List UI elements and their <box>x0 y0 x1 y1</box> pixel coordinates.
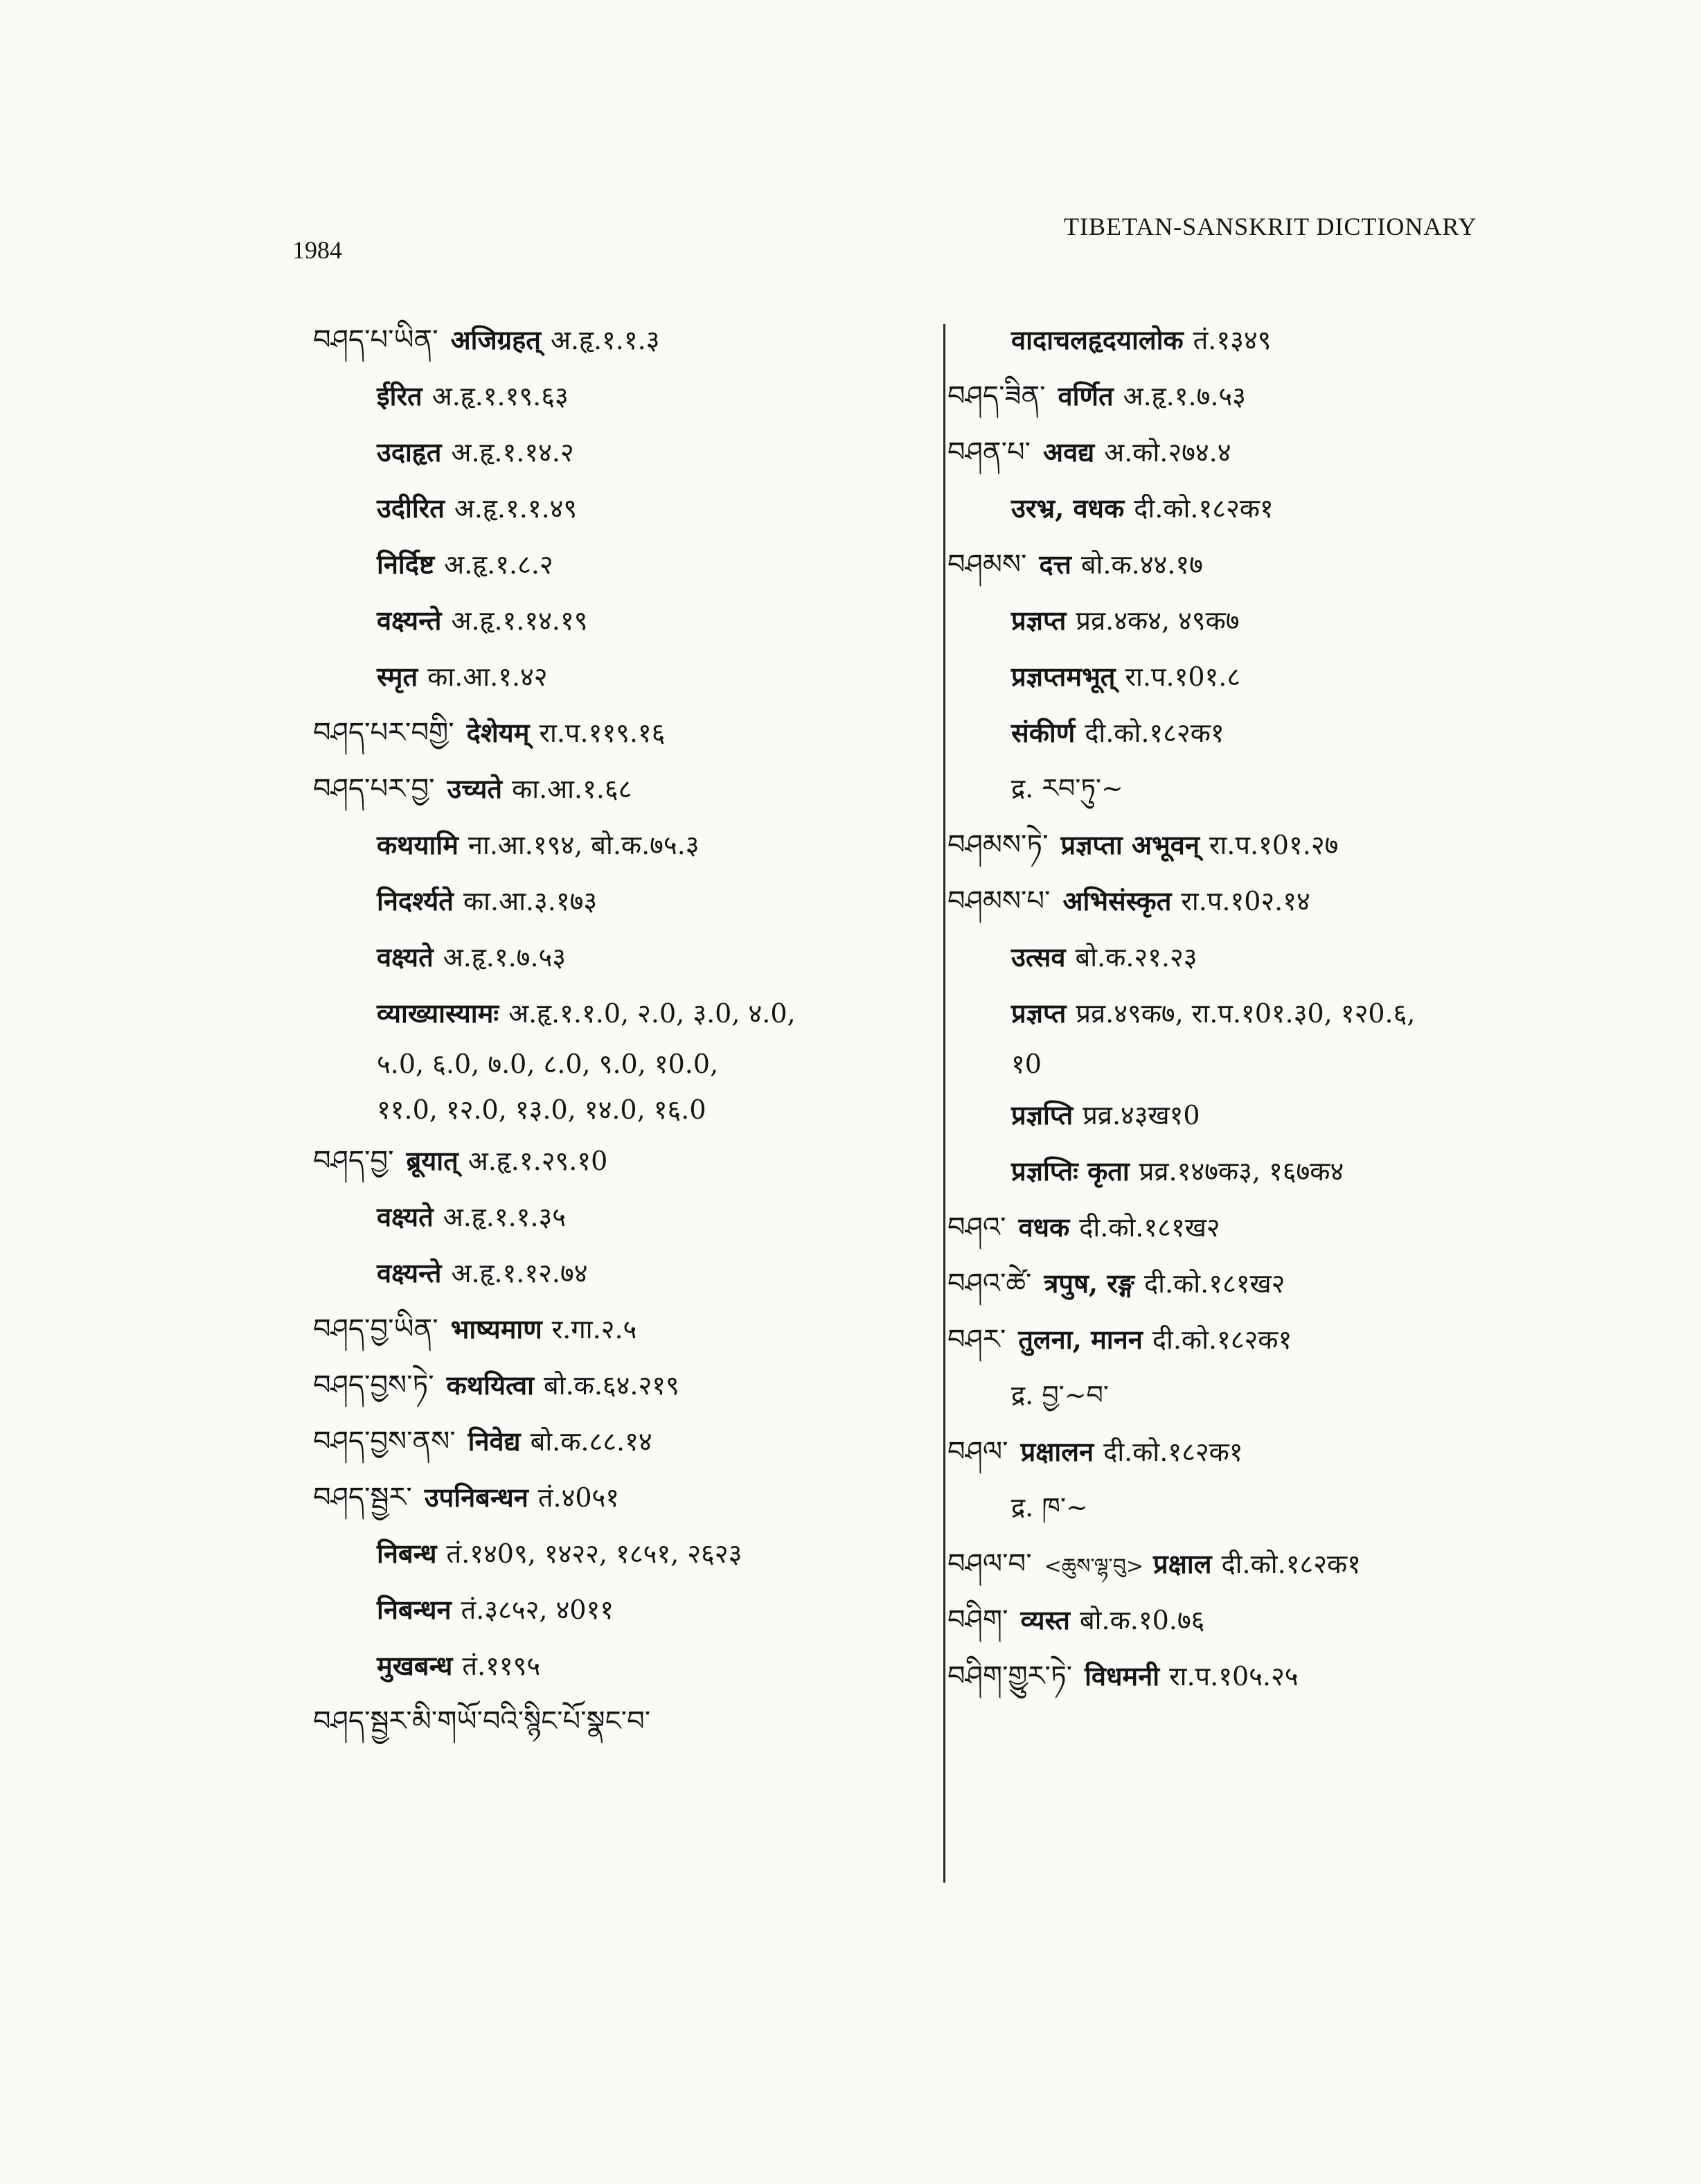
sanskrit-term: उदाहृत <box>377 436 442 468</box>
sanskrit-term: भाष्यमाण <box>450 1313 542 1344</box>
entry-line <box>313 1357 923 1413</box>
subentry-line <box>313 1581 923 1637</box>
sanskrit-term: वर्णित <box>1058 380 1114 411</box>
sanskrit-term: संकीर्ण <box>1011 717 1076 748</box>
sanskrit-term: ईरित <box>377 380 422 411</box>
entry-line <box>313 312 923 368</box>
sanskrit-term: ब्रूयात् <box>406 1145 458 1176</box>
entry-line <box>313 761 923 817</box>
source-reference: प्रव्र.४क४, ४९क७ <box>1076 605 1240 636</box>
sanskrit-term: निदर्श्यते <box>377 885 454 916</box>
tibetan-headword: བཤམས་ <box>947 549 1027 580</box>
source-reference: बो.क.४४.१७ <box>1080 549 1203 580</box>
entry-line <box>947 424 1557 480</box>
sanskrit-term: प्रक्षालन <box>1020 1436 1094 1467</box>
sanskrit-term: तुलना, मानन <box>1018 1324 1143 1355</box>
entry-line <box>947 1536 1557 1592</box>
entry-line <box>947 817 1557 873</box>
source-reference: अ.हृ.१.८.२ <box>444 549 553 580</box>
source-reference: र.गा.२.५ <box>551 1314 637 1344</box>
source-reference: दी.को.१८१ख२ <box>1144 1268 1285 1299</box>
sanskrit-term: उपनिबन्धन <box>424 1482 528 1513</box>
entry-line <box>947 1311 1557 1367</box>
tibetan-headword: བཤལ་ <box>947 1436 1008 1468</box>
subentry-line <box>947 929 1557 985</box>
subentry-line <box>313 480 923 536</box>
tibetan-headword: བཤད་བྱས་ཏེ་ <box>313 1369 434 1401</box>
source-reference: प्रव्र.४३ख१0 <box>1083 1100 1200 1130</box>
subentry-line <box>313 1637 923 1694</box>
subentry-line <box>947 1367 1557 1423</box>
subentry-line <box>313 368 923 424</box>
subentry-line <box>947 1087 1557 1143</box>
sanskrit-term: प्रज्ञप्ति <box>1011 1099 1074 1130</box>
sanskrit-term: वक्ष्यते <box>377 1201 434 1232</box>
reference-continuation: १0 <box>1011 1049 1042 1079</box>
sanskrit-term: प्रज्ञप्ता अभूवन् <box>1060 829 1200 860</box>
tibetan-headword: བཤལ་བ་ <box>947 1548 1032 1580</box>
source-reference: अ.हृ.१.१.३ <box>550 325 660 355</box>
subentry-line <box>947 648 1557 704</box>
source-reference: तं.३८५२, ४0११ <box>461 1595 614 1625</box>
subentry-line <box>313 1087 923 1133</box>
source-reference: अ.हृ.१.१२.७४ <box>451 1258 588 1288</box>
sanskrit-term: विधमनी <box>1085 1660 1160 1692</box>
source-reference: दी.को.१८२क१ <box>1152 1324 1292 1355</box>
sanskrit-term: वधक <box>1018 1211 1070 1243</box>
sanskrit-term: उत्सव <box>1011 941 1066 973</box>
subentry-line <box>313 536 923 592</box>
sanskrit-term: उच्यते <box>447 773 503 804</box>
sanskrit-term: अजिग्रहत् <box>450 324 541 355</box>
source-reference: अ.हृ.१.१९.६३ <box>431 381 569 411</box>
sanskrit-term: प्रज्ञप्तमभूत् <box>1011 661 1116 692</box>
subentry-line <box>947 704 1557 761</box>
entry-line <box>313 1133 923 1189</box>
entry-line <box>947 1592 1557 1648</box>
entry-line <box>947 368 1557 424</box>
tibetan-headword: བཤད་བྱས་ནས་ <box>313 1426 456 1457</box>
source-reference: अ.हृ.१.१.४९ <box>454 493 578 524</box>
column-divider <box>943 324 945 1883</box>
sanskrit-term: दत्त <box>1039 549 1071 580</box>
sanskrit-term: उरभ्र, वधक <box>1011 492 1125 524</box>
entry-line <box>947 1648 1557 1704</box>
tibetan-headword: བཤམས་ཏེ་ <box>947 829 1049 861</box>
subentry-line <box>947 761 1557 817</box>
sanskrit-term: व्याख्यास्यामः <box>377 997 499 1029</box>
entry-line <box>947 1255 1557 1311</box>
tibetan-headword: བཤའ་ <box>947 1211 1006 1243</box>
source-reference: अ.हृ.१.१.३५ <box>443 1202 567 1232</box>
tibetan-headword: བཤིག་ <box>947 1604 1008 1636</box>
tibetan-headword: བཤར་ <box>947 1324 1006 1356</box>
cross-ref-tibetan: རབ་ཏུ་~ <box>1042 773 1123 804</box>
entry-line <box>947 1199 1557 1255</box>
source-reference: अ.हृ.१.२९.१0 <box>467 1146 608 1176</box>
source-reference: बो.क.१0.७६ <box>1079 1605 1205 1635</box>
subentry-line <box>313 1245 923 1301</box>
subentry-line <box>313 1041 923 1087</box>
sanskrit-term: स्मृत <box>377 661 418 692</box>
sanskrit-term: निवेद्य <box>467 1426 521 1457</box>
sanskrit-term: वादाचलहृदयालोक <box>1011 324 1184 355</box>
sanskrit-term: अवद्य <box>1043 436 1095 468</box>
sanskrit-term: निबन्धन <box>377 1594 452 1625</box>
source-reference: का.आ.३.१७३ <box>463 886 598 916</box>
entry-line <box>947 536 1557 592</box>
entry-line <box>313 1469 923 1525</box>
subentry-line <box>947 312 1557 368</box>
source-reference: प्रव्र.१४७क३, १६७क४ <box>1139 1156 1344 1187</box>
entry-line <box>947 1423 1557 1480</box>
source-reference: दी.को.१८२क१ <box>1221 1549 1361 1579</box>
sanskrit-term: देशेयम् <box>466 717 530 748</box>
subentry-line <box>947 1143 1557 1199</box>
source-reference: अ.हृ.१.७.५३ <box>1123 381 1246 411</box>
source-reference: बो.क.६४.२१९ <box>544 1370 679 1401</box>
subentry-line <box>947 592 1557 648</box>
subentry-line <box>947 985 1557 1041</box>
tibetan-headword: བཤམས་པ་ <box>947 885 1051 917</box>
source-reference: अ.हृ.१.१४.१९ <box>451 605 588 636</box>
sanskrit-term: उदीरित <box>377 492 445 524</box>
tibetan-headword: བཤད་སྦྱར་ <box>313 1482 412 1513</box>
source-reference: अ.हृ.१.७.५३ <box>443 942 567 973</box>
sanskrit-term: मुखबन्ध <box>377 1650 453 1681</box>
sanskrit-term: प्रज्ञप्त <box>1011 997 1067 1029</box>
source-reference: तं.१३४९ <box>1193 325 1272 355</box>
tibetan-headword: བཤད་པ་ཡིན་ <box>313 324 438 356</box>
subentry-line <box>313 1189 923 1245</box>
tibetan-headword: བཤའ་ཚེ་ <box>947 1268 1032 1299</box>
tibetan-headword: བཤིག་གྱུར་ཏེ་ <box>947 1660 1073 1692</box>
sanskrit-term: प्रज्ञप्त <box>1011 605 1067 636</box>
cross-ref-marker: द्र. <box>1011 1380 1034 1410</box>
source-reference: अ.हृ.१.१४.२ <box>451 437 574 468</box>
source-reference: बो.क.८८.१४ <box>530 1426 652 1457</box>
cross-ref-tibetan: ཁ་~ <box>1042 1492 1088 1522</box>
sanskrit-term: वक्ष्यते <box>377 941 434 973</box>
source-reference: तं.४0५१ <box>537 1482 620 1513</box>
sanskrit-term: त्रपुष, रङ्ग <box>1044 1268 1134 1299</box>
source-reference: दी.को.१८२क१ <box>1103 1437 1243 1467</box>
running-head: TIBETAN-SANSKRIT DICTIONARY <box>1064 213 1477 240</box>
sanskrit-term: निबन्ध <box>377 1538 437 1569</box>
subentry-line <box>313 592 923 648</box>
subentry-line <box>313 1525 923 1581</box>
subentry-line <box>313 873 923 929</box>
sanskrit-term: व्यस्त <box>1020 1604 1070 1635</box>
source-reference: बो.क.२१.२३ <box>1075 942 1197 973</box>
source-reference: प्रव्र.४९क७, रा.प.१0१.३0, १२0.६, <box>1076 998 1416 1029</box>
tibetan-headword: བཤན་པ་ <box>947 436 1031 468</box>
cross-ref-marker: द्र. <box>1011 773 1034 804</box>
tibetan-headword: བཤད་པར་བགྱི་ <box>313 717 454 749</box>
sanskrit-term: कथयामि <box>377 829 458 860</box>
subentry-line <box>313 817 923 873</box>
tibetan-headword: བཤད་སྦྱར་མི་གཡོ་བའི་སྙིང་པོ་སྣང་བ་ <box>313 1705 651 1737</box>
subentry-line <box>947 1480 1557 1536</box>
subentry-line <box>313 929 923 985</box>
source-reference: अ.हृ.१.१.0, २.0, ३.0, ४.0, <box>508 998 796 1029</box>
entry-line <box>947 873 1557 929</box>
source-reference: रा.प.१0१.२७ <box>1209 830 1339 860</box>
source-reference: तं.१४0९, १४२२, १८५१, २६२३ <box>446 1538 742 1569</box>
right-column <box>947 312 1557 1704</box>
subentry-line <box>947 1041 1557 1087</box>
source-reference: रा.प.१0२.१४ <box>1181 886 1310 916</box>
sanskrit-term: वक्ष्यन्ते <box>377 605 442 636</box>
reference-continuation: ११.0, १२.0, १३.0, १४.0, १६.0 <box>377 1094 706 1125</box>
source-reference: रा.प.१0५.२५ <box>1169 1661 1299 1692</box>
sanskrit-term: कथयित्वा <box>446 1369 535 1401</box>
subentry-line <box>313 424 923 480</box>
source-reference: रा.प.११९.१६ <box>539 718 666 748</box>
entry-line <box>313 1301 923 1357</box>
source-reference: दी.को.१८२क१ <box>1085 718 1224 748</box>
tibetan-headword: བཤད་བྱ་ཡིན་ <box>313 1313 438 1345</box>
sanskrit-term: अभिसंस्कृत <box>1062 885 1172 916</box>
entry-line <box>313 1694 923 1750</box>
tibetan-note: <ཆུས་ལྷ་བུ> <box>1044 1554 1144 1579</box>
cross-ref-tibetan: བྱ་~བ་ <box>1042 1380 1109 1410</box>
tibetan-headword: བཤད་ཟིན་ <box>947 380 1046 412</box>
entry-line <box>313 704 923 761</box>
subentry-line <box>313 648 923 704</box>
source-reference: ना.आ.१९४, बो.क.७५.३ <box>467 830 700 860</box>
sanskrit-term: प्रज्ञप्तिः कृता <box>1011 1155 1130 1187</box>
cross-ref-marker: द्र. <box>1011 1492 1034 1522</box>
entry-line <box>313 1413 923 1469</box>
reference-continuation: ५.0, ६.0, ७.0, ८.0, ९.0, १0.0, <box>377 1049 719 1079</box>
subentry-line <box>947 480 1557 536</box>
source-reference: का.आ.१.६८ <box>512 774 632 804</box>
tibetan-headword: བཤད་བྱ་ <box>313 1145 394 1177</box>
page-number: 1984 <box>292 236 342 264</box>
source-reference: अ.को.२७४.४ <box>1104 437 1231 468</box>
sanskrit-term: प्रक्षाल <box>1153 1548 1212 1579</box>
source-reference: रा.प.१0१.८ <box>1125 662 1241 692</box>
source-reference: दी.को.१८१ख२ <box>1079 1212 1220 1243</box>
tibetan-headword: བཤད་པར་བྱ་ <box>313 773 435 805</box>
sanskrit-term: निर्दिष्ट <box>377 549 435 580</box>
source-reference: तं.११९५ <box>462 1651 541 1681</box>
source-reference: का.आ.१.४२ <box>427 662 548 692</box>
sanskrit-term: वक्ष्यन्ते <box>377 1257 442 1288</box>
subentry-line <box>313 985 923 1041</box>
source-reference: दी.को.१८२क१ <box>1134 493 1274 524</box>
left-column <box>313 312 923 1750</box>
